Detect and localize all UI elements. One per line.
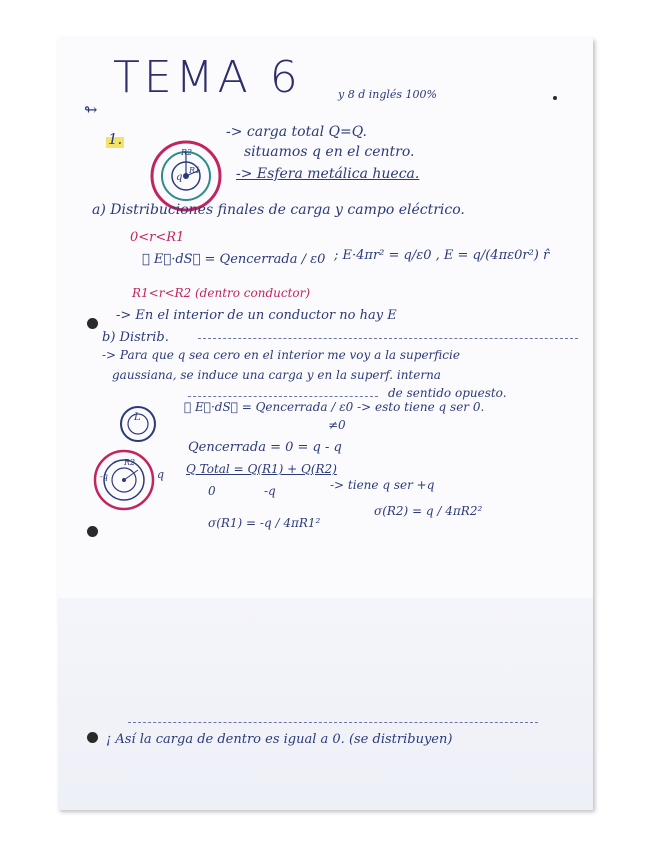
dashed-rule	[128, 722, 538, 723]
field-result-1: ; E·4πr² = q/ε0 , E = q/(4πε0r²) r̂	[334, 248, 550, 263]
q-total-zero: 0	[208, 484, 216, 498]
dashed-rule	[188, 396, 378, 397]
problem-number: 1.	[108, 130, 123, 148]
sigma-r2: σ(R2) = q / 4πR2²	[374, 504, 483, 518]
lower-page-shading	[58, 598, 593, 810]
part-b-line-3: de sentido opuesto.	[388, 386, 507, 400]
arrow-mark: ↬	[84, 100, 98, 119]
top-note: y 8 d inglés 100%	[338, 88, 438, 101]
sigma-r1: σ(R1) = -q / 4πR1²	[208, 516, 321, 530]
binder-hole	[87, 318, 98, 329]
notebook-page	[58, 38, 593, 810]
diagram1-label-r2: R2	[181, 148, 193, 157]
page-title: TEMA 6	[113, 52, 302, 103]
neq-zero: ≠0	[328, 418, 346, 432]
q-r1-value: -q	[264, 484, 276, 498]
diagram1-label-q: q	[176, 172, 183, 183]
diagram3-label: L	[134, 412, 141, 423]
diagram2-label-q: q	[157, 468, 165, 481]
part-b-line-1: -> Para que q sea cero en el interior me voy a la superficie	[102, 348, 460, 362]
intro-line-2: situamos q en el centro.	[244, 144, 415, 160]
diagram1-label-r1: R1	[189, 166, 201, 175]
range-1: 0<r<R1	[130, 230, 185, 245]
gaussian-surface-diagram	[118, 404, 158, 444]
binder-hole	[87, 526, 98, 537]
intro-line-1: -> carga total Q=Q.	[226, 124, 367, 140]
q-enclosed: Qencerrada = 0 = q - q	[188, 440, 342, 455]
gauss-law-1: ∮ E⃗·dS⃗ = Qencerrada / ε0	[142, 252, 326, 267]
diagram2-label-minus: -q	[100, 472, 108, 481]
footer-conclusion: ¡ Así la carga de dentro es igual a 0. (se distribuyen)	[106, 732, 453, 747]
tiene-note: -> tiene q ser +q	[330, 478, 435, 492]
gauss-law-2: ∮ E⃗·dS⃗ = Qencerrada / ε0 -> esto tiene q ser 0.	[184, 400, 485, 414]
part-a-heading: a) Distribuciones finales de carga y campo eléctrico.	[92, 202, 465, 218]
range-2: R1<r<R2 (dentro conductor)	[132, 286, 311, 300]
part-b-line-2: gaussiana, se induce una carga y en la superf. interna	[112, 368, 441, 382]
part-b-heading: b) Distrib.	[102, 330, 169, 345]
binder-hole	[87, 732, 98, 743]
dashed-rule	[198, 338, 578, 339]
conductor-conclusion: -> En el interior de un conductor no hay E	[116, 308, 397, 323]
q-total: Q Total = Q(R1) + Q(R2)	[186, 462, 337, 476]
diagram2-label-r2: R2	[124, 458, 136, 467]
binder-hole	[553, 96, 557, 100]
intro-line-3: -> Esfera metálica hueca.	[236, 166, 420, 182]
